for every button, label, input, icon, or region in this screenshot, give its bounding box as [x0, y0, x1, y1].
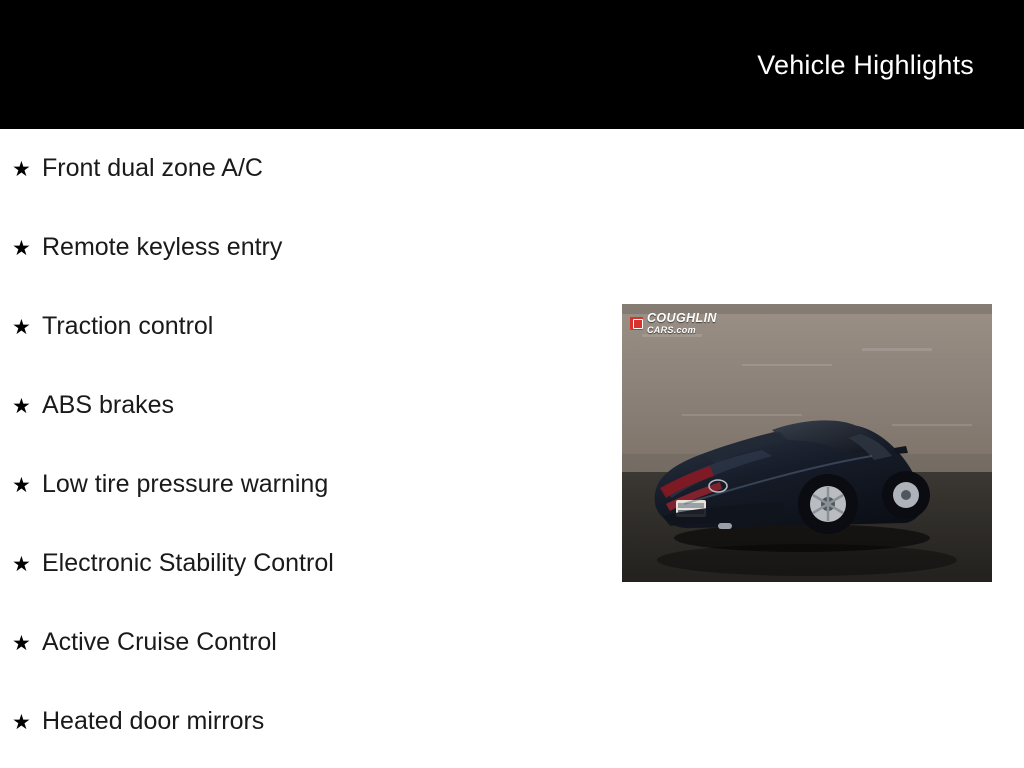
- list-item: [0, 629, 600, 708]
- list-item-label: Traction control: [42, 312, 214, 340]
- watermark-line-1: COUGHLIN: [647, 311, 717, 325]
- list-item-label: Active Cruise Control: [42, 628, 277, 656]
- vehicle-photo: [622, 304, 992, 582]
- list-item: [0, 155, 600, 234]
- list-item-label: Front dual zone A/C: [42, 154, 263, 182]
- list-item: [0, 708, 600, 768]
- watermark-line-2: CARS.com: [647, 324, 696, 335]
- vehicle-photo-illustration: [622, 304, 992, 582]
- list-item: [0, 471, 600, 550]
- list-item-label: Heated door mirrors: [42, 707, 265, 735]
- star-icon: ★: [12, 632, 31, 655]
- list-item-label: Remote keyless entry: [42, 233, 283, 261]
- star-icon: ★: [12, 316, 31, 339]
- list-item: [0, 234, 600, 313]
- star-icon: ★: [12, 158, 31, 181]
- list-item: [0, 313, 600, 392]
- list-item: [0, 392, 600, 471]
- list-item-label: ABS brakes: [42, 391, 175, 419]
- page-title: Vehicle Highlights: [757, 50, 974, 80]
- star-icon: ★: [12, 237, 31, 260]
- star-icon: ★: [12, 711, 31, 734]
- header-bar: [0, 0, 1024, 129]
- list-item-label: Low tire pressure warning: [42, 470, 329, 498]
- star-icon: ★: [12, 553, 31, 576]
- list-item: [0, 550, 600, 629]
- star-icon: ★: [12, 395, 31, 418]
- list-item-label: Electronic Stability Control: [42, 549, 334, 577]
- vehicle-highlights-list: [0, 129, 600, 768]
- star-icon: ★: [12, 474, 31, 497]
